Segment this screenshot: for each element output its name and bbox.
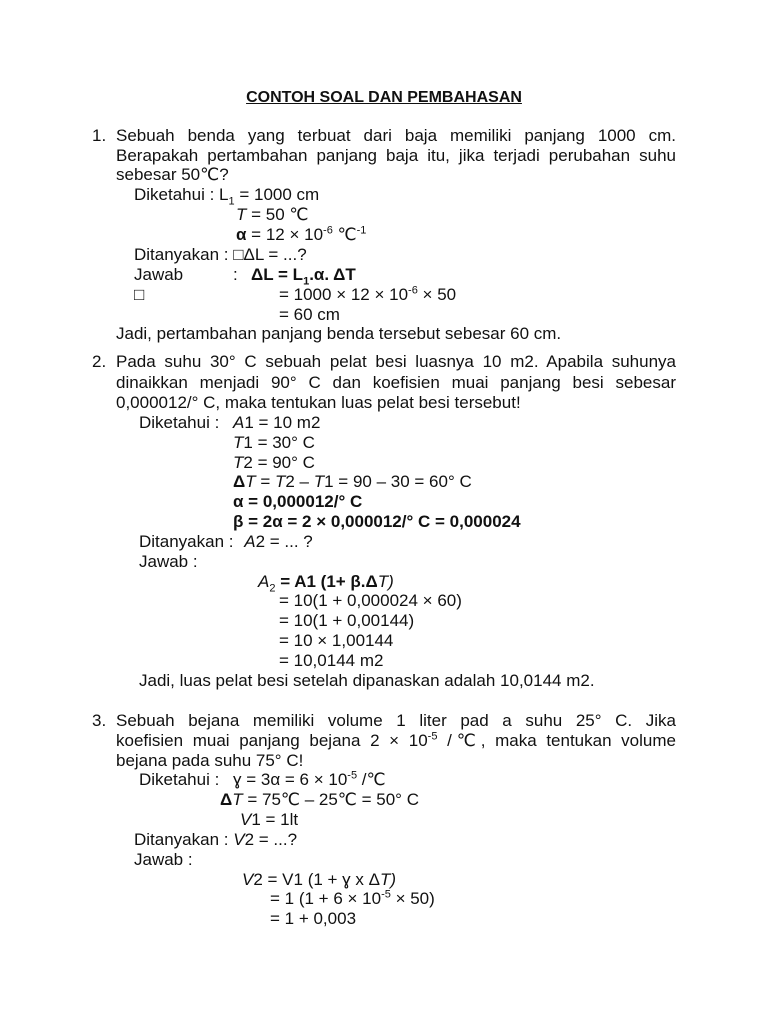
q2-conclusion: Jadi, luas pelat besi setelah dipanaskan adalah 10,0144 m2.	[139, 671, 595, 690]
q1-asked: Ditanyakan : □ΔL = ...?	[134, 245, 307, 264]
q2-known-alpha: α = 0,000012/° C	[233, 492, 363, 511]
page-title: CONTOH SOAL DAN PEMBAHASAN	[246, 89, 522, 106]
q3-text-line1: Sebuah bejana memiliki volume 1 liter pad a suhu 25° C. Jika	[116, 711, 676, 730]
q3-step1: = 1 $(1 + 6 \times 10^{-5} \times 50)$	[270, 888, 435, 908]
q1-answer-colon: :	[233, 265, 238, 284]
q2-known-label: Diketahui :	[139, 413, 220, 432]
q2-known-beta: β = 2α = 2 × 0,000012/° C = 0,000024	[233, 512, 521, 531]
q3-known-gamma: ɣ = $3\alpha = 6 \times 10^{-5}$ /℃	[233, 769, 386, 789]
q2-text-line1: Pada suhu 30° C sebuah pelat besi luasnya 10 m2. Apabila suhunya	[116, 352, 676, 371]
q3-known-V1: V1 = 1lt	[240, 810, 299, 829]
q2-step2: = 10(1 + 0,00144)	[279, 611, 415, 630]
q3-step2: = 1 + 0,003	[270, 909, 357, 928]
q1-conclusion: Jadi, pertambahan panjang benda tersebut sebesar 60 cm.	[116, 324, 562, 343]
q1-known-alpha: $\alpha = 12 \times 10^{-6}$ ℃$^{-1}$	[236, 224, 367, 244]
q1-text-line2: Berapakah pertambahan panjang baja itu, jika terjadi perubahan suhu	[116, 146, 676, 165]
q2-answer-label: Jawab :	[139, 552, 198, 571]
q1-box-glyph: □	[134, 285, 145, 304]
q1-known-L: Diketahui : $L_1 = 1000$ cm	[134, 185, 320, 208]
q1-step2: = 60 cm	[279, 305, 340, 324]
q3-text-line2: koefisien muai panjang bejana $2 \times 10^{-5}$ /℃, maka tentukan volume	[116, 730, 676, 750]
q2-text-line3: 0,000012/° C, maka tentukan luas pelat besi tersebut!	[116, 393, 521, 412]
q2-step1: = 10(1 + 0,000024 × 60)	[279, 591, 462, 610]
q2-known-T1: T1 = 30° C	[233, 433, 315, 452]
q3-text-line3: bejana pada suhu 75° C!	[116, 751, 304, 770]
q2-known-A1: A1 = 10 m2	[233, 413, 321, 432]
q1-answer-formula: $\Delta L = L_1.\alpha$. ΔT	[251, 265, 356, 288]
q2-formula: $A_2 = A1$ (1+ β.ΔT)	[258, 572, 394, 595]
q1-text-line1: Sebuah benda yang terbuat dari baja memiliki panjang 1000 cm.	[116, 126, 676, 145]
q3-formula: V2 = V1 (1 + ɣ x ΔT)	[242, 870, 397, 889]
q1-known-T: T = 50 ℃	[236, 205, 309, 224]
q2-number: 2.	[92, 352, 107, 371]
q2-known-deltaT: ΔT = T2 – T1 = 90 – 30 = 60° C	[233, 472, 472, 491]
q2-asked: Ditanyakan : A2 = ... ?	[139, 532, 313, 551]
q2-text-line2: dinaikkan menjadi 90° C dan koefisien muai panjang besi sebesar	[116, 373, 676, 392]
q1-number: 1.	[92, 126, 107, 145]
q3-known-label: Diketahui :	[139, 770, 220, 789]
q3-known-deltaT: ΔT = 75℃ – 25℃ = 50° C	[220, 790, 419, 809]
q1-text-line3: sebesar 50℃?	[116, 165, 229, 184]
q1-answer-label: Jawab	[134, 265, 184, 284]
q3-answer-label: Jawab :	[134, 850, 193, 869]
q2-step3: = 10 × 1,00144	[279, 631, 394, 650]
q2-known-T2: T2 = 90° C	[233, 453, 315, 472]
q1-step1: = $1000 \times 12 \times 10^{-6} \times 50$	[279, 284, 457, 304]
q3-number: 3.	[92, 711, 107, 730]
q2-step4: = 10,0144 m2	[279, 651, 384, 670]
q3-asked: Ditanyakan : V2 = ...?	[134, 830, 298, 849]
